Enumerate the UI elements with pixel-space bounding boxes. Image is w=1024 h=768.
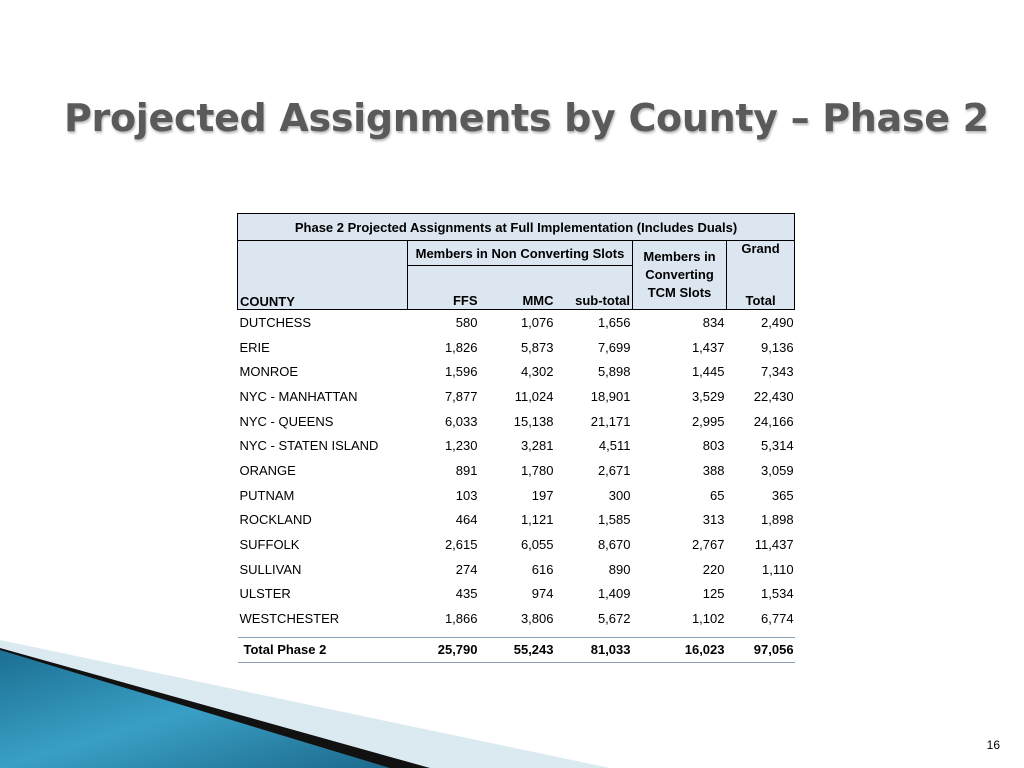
converting-cell: 1,102	[691, 611, 725, 627]
table-row	[238, 483, 795, 508]
mmc-cell: 5,873	[520, 339, 554, 355]
ffs-cell: 1,826	[444, 339, 478, 355]
column-header-county: COUNTY	[238, 241, 408, 310]
total-ffs-cell: 25,790	[408, 637, 480, 662]
converting-cell: 313	[702, 512, 725, 528]
column-header-subtotal: sub-total	[556, 266, 633, 310]
ffs-cell: 580	[455, 314, 478, 330]
mmc-cell: 1,121	[520, 512, 554, 528]
mmc-cell: 3,806	[520, 611, 554, 627]
table-body	[238, 310, 795, 663]
subtotal-cell: 1,656	[597, 314, 631, 330]
converting-cell: 834	[702, 314, 725, 330]
table-row	[238, 359, 795, 384]
subtotal-cell: 4,511	[598, 438, 631, 454]
county-cell: ORANGE	[239, 462, 296, 478]
table-row	[238, 335, 795, 360]
county-cell: ERIE	[239, 339, 270, 355]
grand-total-cell: 22,430	[753, 388, 794, 404]
subtotal-cell: 890	[608, 561, 631, 577]
mmc-cell: 6,055	[520, 537, 554, 553]
total-grand-total-cell: 97,056	[727, 637, 795, 662]
converting-cell: 1,437	[691, 339, 725, 355]
converting-cell: 803	[702, 438, 725, 454]
converting-cell: 1,445	[691, 364, 725, 380]
mmc-cell: 616	[531, 561, 554, 577]
grand-total-cell: 2,490	[761, 314, 794, 330]
ffs-cell: 2,615	[444, 537, 478, 553]
grand-total-cell: 9,136	[761, 339, 794, 355]
county-cell: ROCKLAND	[239, 512, 312, 528]
table-row	[238, 409, 795, 434]
subtotal-cell: 7,699	[597, 339, 631, 355]
subtotal-cell: 5,672	[597, 611, 631, 627]
grand-total-cell: 11,437	[754, 537, 794, 553]
table-row	[238, 458, 795, 483]
table-row	[238, 557, 795, 582]
converting-cell: 125	[702, 586, 725, 602]
ffs-cell: 6,033	[444, 413, 478, 429]
grand-total-cell: 7,343	[761, 364, 794, 380]
converting-header-line1: Members in	[643, 249, 716, 264]
total-mmc-cell: 55,243	[480, 637, 556, 662]
county-cell: ULSTER	[239, 586, 291, 602]
converting-cell: 220	[702, 561, 725, 577]
county-cell: SULLIVAN	[239, 561, 302, 577]
grand-total-cell: 5,314	[761, 438, 794, 454]
county-cell: WESTCHESTER	[239, 611, 340, 627]
page-number: 16	[986, 738, 1000, 752]
ffs-cell: 891	[455, 462, 478, 478]
ffs-cell: 274	[455, 561, 478, 577]
table-row	[238, 532, 795, 557]
column-header-converting	[633, 241, 727, 310]
mmc-cell: 4,302	[520, 364, 554, 380]
grand-total-cell: 1,534	[761, 586, 794, 602]
subtotal-cell: 300	[608, 487, 631, 503]
mmc-cell: 1,780	[520, 462, 554, 478]
column-header-grand: Grand	[727, 241, 795, 266]
county-cell: MONROE	[239, 364, 298, 380]
converting-cell: 2,995	[691, 413, 725, 429]
mmc-cell: 197	[531, 487, 554, 503]
ffs-cell: 103	[455, 487, 478, 503]
ffs-cell: 1,866	[444, 611, 478, 627]
grand-total-cell: 6,774	[761, 611, 794, 627]
subtotal-cell: 1,409	[597, 586, 631, 602]
subtotal-cell: 5,898	[597, 364, 631, 380]
county-cell: PUTNAM	[239, 487, 295, 503]
converting-cell: 2,767	[691, 537, 725, 553]
table-row	[238, 384, 795, 409]
table-row	[238, 310, 795, 335]
total-subtotal-cell: 81,033	[556, 637, 633, 662]
ffs-cell: 7,877	[444, 388, 478, 404]
converting-header-line2: Converting	[645, 267, 714, 282]
converting-header-line3: TCM Slots	[647, 285, 712, 300]
table-row	[238, 606, 795, 631]
converting-cell: 388	[702, 462, 725, 478]
converting-cell: 65	[710, 487, 725, 503]
subtotal-cell: 2,671	[597, 462, 631, 478]
subtotal-cell: 8,670	[597, 537, 631, 553]
table-row	[238, 508, 795, 533]
total-converting-cell: 16,023	[633, 637, 727, 662]
converting-cell: 3,529	[691, 388, 725, 404]
subtotal-cell: 21,171	[590, 413, 631, 429]
slide-title: Projected Assignments by County – Phase 2	[64, 96, 989, 140]
subtotal-cell: 1,585	[597, 512, 631, 528]
grand-total-cell: 1,110	[761, 561, 794, 577]
ffs-cell: 435	[455, 586, 478, 602]
subtotal-cell: 18,901	[590, 388, 631, 404]
mmc-cell: 11,024	[514, 388, 554, 404]
table-row	[238, 582, 795, 607]
assignments-table	[237, 213, 795, 663]
county-cell: NYC - STATEN ISLAND	[239, 438, 379, 454]
county-cell: NYC - MANHATTAN	[239, 388, 358, 404]
total-county-cell: Total Phase 2	[238, 637, 408, 662]
total-row	[238, 637, 795, 662]
column-header-ffs: FFS	[408, 266, 480, 310]
grand-total-cell: 24,166	[753, 413, 794, 429]
column-group-non-converting: Members in Non Converting Slots	[408, 241, 633, 266]
table-row	[238, 433, 795, 458]
mmc-cell: 1,076	[520, 314, 554, 330]
county-cell: DUTCHESS	[239, 314, 312, 330]
grand-total-cell: 365	[771, 487, 794, 503]
ffs-cell: 464	[455, 512, 478, 528]
ffs-cell: 1,230	[444, 438, 478, 454]
column-header-total: Total	[727, 266, 795, 310]
table-caption: Phase 2 Projected Assignments at Full Implementation (Includes Duals)	[238, 214, 795, 241]
county-cell: SUFFOLK	[239, 537, 300, 553]
grand-total-cell: 3,059	[761, 462, 794, 478]
column-header-mmc: MMC	[480, 266, 556, 310]
grand-total-cell: 1,898	[761, 512, 794, 528]
mmc-cell: 15,138	[513, 413, 554, 429]
ffs-cell: 1,596	[444, 364, 478, 380]
mmc-cell: 974	[531, 586, 554, 602]
county-cell: NYC - QUEENS	[239, 413, 334, 429]
mmc-cell: 3,281	[520, 438, 554, 454]
